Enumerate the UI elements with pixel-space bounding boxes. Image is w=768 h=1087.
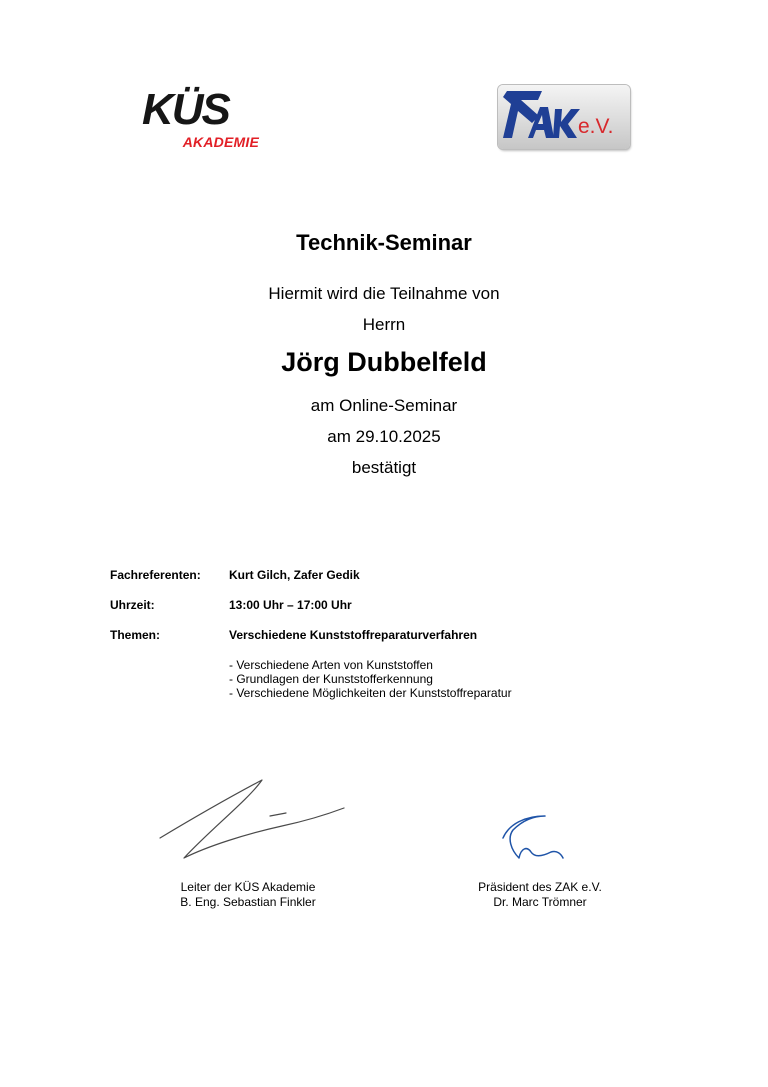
kues-logo-wordmark: KÜS (142, 85, 229, 134)
time-value: 13:00 Uhr – 17:00 Uhr (229, 598, 352, 612)
topics-label: Themen: (110, 628, 161, 642)
signature-role: Präsident des ZAK e.V. (478, 880, 602, 894)
speakers-label: Fachreferenten: (110, 568, 201, 582)
signature-name: B. Eng. Sebastian Finkler (180, 895, 316, 909)
topic-item: - Verschiedene Arten von Kunststoffen (229, 658, 433, 672)
speakers-value: Kurt Gilch, Zafer Gedik (229, 568, 360, 582)
signature-role: Leiter der KÜS Akademie (180, 880, 316, 894)
confirmation-text: bestätigt (351, 458, 417, 477)
signature-finkler (150, 770, 355, 865)
participant-name: Jörg Dubbelfeld (281, 347, 487, 377)
topic-item: - Grundlagen der Kunststofferkennung (229, 672, 433, 686)
certificate-salutation: Herrn (362, 315, 406, 334)
certificate-title: Technik-Seminar (296, 230, 472, 255)
seminar-mode: am Online-Seminar (310, 396, 458, 415)
zak-logo-suffix: e.V. (578, 115, 614, 138)
certificate-intro: Hiermit wird die Teilnahme von (268, 284, 500, 303)
kues-logo-subtitle: AKADEMIE (182, 134, 259, 150)
signature-block-left (128, 880, 368, 910)
signature-block-right (420, 880, 660, 910)
topic-item: - Verschiedene Möglichkeiten der Kunststoffreparatur (229, 686, 512, 700)
zak-logo (498, 85, 630, 149)
topics-heading: Verschiedene Kunststoffreparaturverfahren (229, 628, 478, 642)
time-label: Uhrzeit: (110, 598, 155, 612)
kues-akademie-logo (142, 85, 267, 154)
signature-name: Dr. Marc Trömner (493, 895, 587, 909)
seminar-date: am 29.10.2025 (327, 427, 441, 446)
signature-troemner (497, 808, 567, 873)
